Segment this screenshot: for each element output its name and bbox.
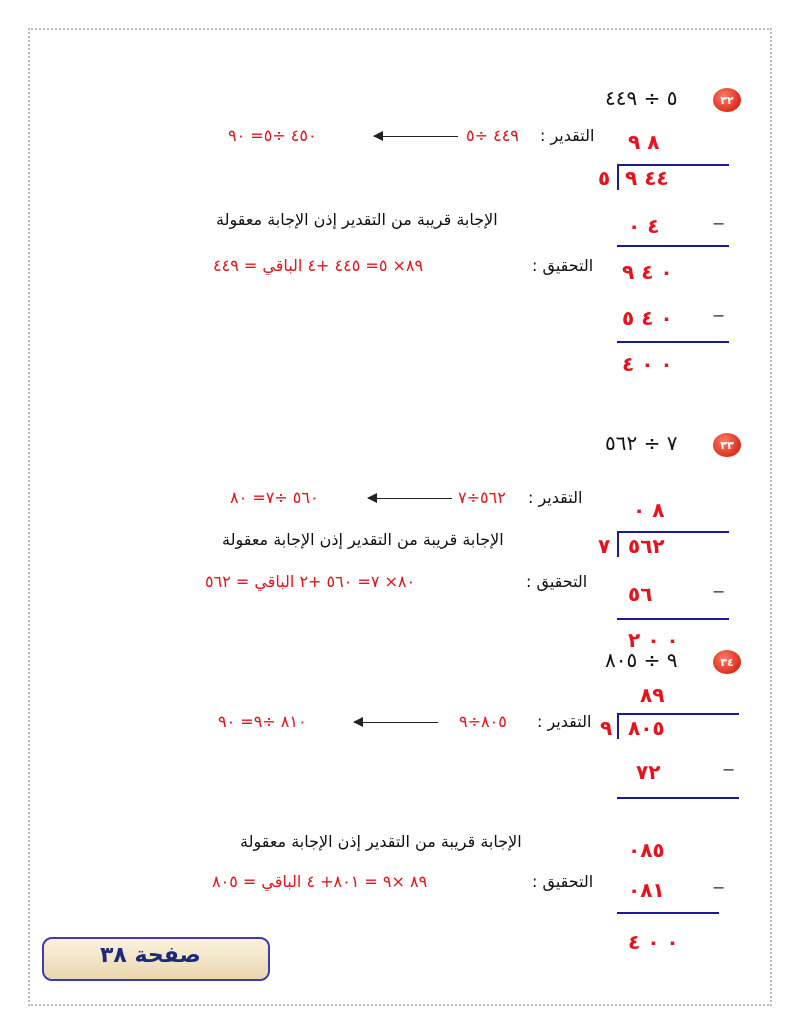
minus-sign-icon: − bbox=[712, 214, 726, 233]
arrow-left-icon bbox=[368, 498, 452, 499]
quotient: ٨ ٩ bbox=[628, 130, 660, 154]
dividend: ٨٠٥ bbox=[628, 716, 665, 740]
division-bar bbox=[617, 531, 729, 533]
subtraction-line bbox=[617, 245, 729, 247]
step-product: ٥٦ bbox=[628, 582, 653, 606]
step-product: ٠ ٤ ٥ bbox=[622, 306, 673, 330]
step-remainder: ٠٨٥ bbox=[628, 838, 665, 862]
estimate-expression: ٥٦٢÷٧ bbox=[458, 488, 506, 507]
problem-number-badge: ٣٣ bbox=[713, 433, 741, 457]
check-label: التحقيق : bbox=[532, 872, 594, 891]
check-expression: ٨٩ ×٩ = ٨٠١+ ٤ الباقي = ٨٠٥ bbox=[212, 872, 428, 891]
estimate-label: التقدير : bbox=[528, 488, 583, 507]
problem-statement: ٩ ÷ ٨٠٥ bbox=[605, 648, 678, 672]
minus-sign-icon: − bbox=[712, 306, 726, 325]
subtraction-line bbox=[617, 341, 729, 343]
subtraction-line bbox=[617, 618, 729, 620]
final-remainder: ٠ ٠ ٤ bbox=[628, 930, 679, 954]
reasonableness-note: الإجابة قريبة من التقدير إذن الإجابة معقولة bbox=[222, 530, 504, 549]
problem-number-badge: ٣٤ bbox=[713, 650, 741, 674]
division-bracket bbox=[617, 164, 619, 190]
reasonableness-note: الإجابة قريبة من التقدير إذن الإجابة معقولة bbox=[240, 832, 522, 851]
check-expression: ٨٠× ٧= ٥٦٠ +٢ الباقي = ٥٦٢ bbox=[205, 572, 416, 591]
step-product: ٤ ٠ bbox=[628, 214, 660, 238]
estimate-result: ٤٥٠ ÷٥= ٩٠ bbox=[228, 126, 317, 145]
arrow-left-icon bbox=[374, 136, 458, 137]
minus-sign-icon: − bbox=[712, 878, 726, 897]
problem-statement: ٥ ÷ ٤٤٩ bbox=[605, 86, 678, 110]
quotient: ٨٩ bbox=[640, 683, 665, 707]
estimate-result: ٨١٠ ÷٩= ٩٠ bbox=[218, 712, 307, 731]
minus-sign-icon: − bbox=[712, 582, 726, 601]
division-bracket bbox=[617, 713, 619, 739]
divisor: ٧ bbox=[598, 534, 611, 558]
quotient: ٨ ٠ bbox=[633, 498, 665, 522]
step-product: ٧٢ bbox=[636, 760, 661, 784]
divisor: ٩ bbox=[600, 716, 613, 740]
arrow-left-icon bbox=[354, 722, 438, 723]
step-product: ٠٨١ bbox=[628, 878, 665, 902]
estimate-label: التقدير : bbox=[540, 126, 595, 145]
reasonableness-note: الإجابة قريبة من التقدير إذن الإجابة معقولة bbox=[216, 210, 498, 229]
dividend: ٤٤ ٩ bbox=[625, 166, 669, 190]
estimate-result: ٥٦٠ ÷٧= ٨٠ bbox=[230, 488, 319, 507]
division-bar bbox=[617, 713, 739, 715]
subtraction-line bbox=[617, 797, 739, 799]
subtraction-line bbox=[617, 912, 719, 914]
division-bracket bbox=[617, 531, 619, 557]
dividend: ٥٦٢ bbox=[628, 534, 665, 558]
check-expression: ٨٩× ٥= ٤٤٥ +٤ الباقي = ٤٤٩ bbox=[213, 256, 424, 275]
minus-sign-icon: − bbox=[722, 760, 736, 779]
check-label: التحقيق : bbox=[532, 256, 594, 275]
problem-statement: ٧ ÷ ٥٦٢ bbox=[605, 431, 678, 455]
final-remainder: ٠ ٠ ٢ bbox=[628, 628, 679, 652]
problem-number-badge: ٣٢ bbox=[713, 88, 741, 112]
check-label: التحقيق : bbox=[526, 572, 588, 591]
divisor: ٥ bbox=[598, 166, 611, 190]
page-number: صفحة ٣٨ bbox=[100, 943, 201, 968]
step-remainder: ٠ ٤ ٩ bbox=[622, 260, 673, 284]
final-remainder: ٠ ٠ ٤ bbox=[622, 352, 673, 376]
estimate-label: التقدير : bbox=[537, 712, 592, 731]
estimate-expression: ٤٤٩ ÷٥ bbox=[466, 126, 519, 145]
estimate-expression: ٨٠٥÷٩ bbox=[459, 712, 507, 731]
